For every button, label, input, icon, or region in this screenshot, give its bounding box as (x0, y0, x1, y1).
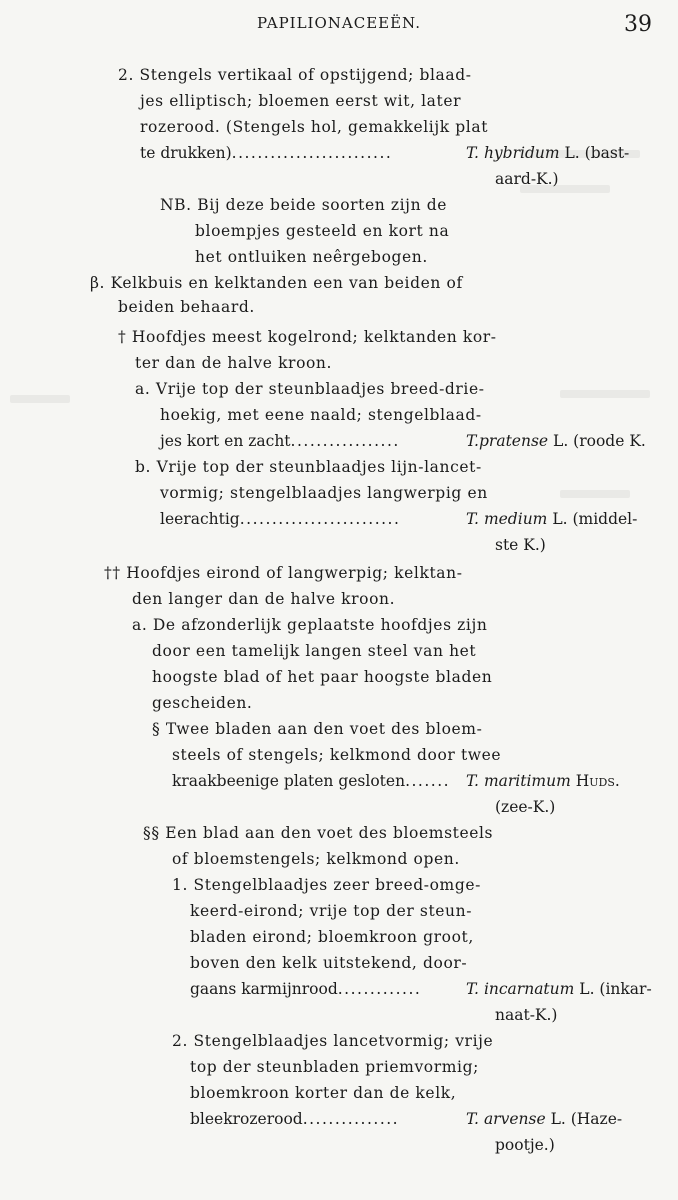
entry-text: leerachtig (160, 510, 240, 528)
genus-abbrev: T. (466, 1110, 479, 1128)
text-line: boven den kelk uitstekend, door- (190, 954, 468, 972)
species-name (466, 1109, 622, 1129)
leader-dots: ......................... (231, 144, 393, 162)
text-line: bloemkroon korter dan de kelk, (190, 1084, 457, 1102)
species-name (466, 771, 620, 791)
species-name (466, 143, 629, 163)
genus-abbrev: T. (466, 980, 479, 998)
key-entry-line (190, 979, 421, 999)
text-line: b. Vrije top der steunblaadjes lijn-lancet- (135, 458, 482, 476)
text-line: § Twee bladen aan den voet des bloem- (152, 720, 483, 738)
species-author: L. (bast- (564, 144, 630, 162)
species-name (466, 979, 652, 999)
text-line: vormig; stengelblaadjes langwerpig en (160, 484, 488, 502)
note-line: bloempjes gesteeld en kort na (195, 222, 450, 240)
key-entry-line (190, 1109, 399, 1129)
entry-text: kraakbeenige platen gesloten (172, 772, 406, 790)
entry-text: bleekrozerood (190, 1110, 303, 1128)
leader-dots: ......................... (239, 510, 401, 528)
text-line: beiden behaard. (118, 298, 255, 316)
text-line: gescheiden. (152, 694, 253, 712)
key-entry-line (160, 431, 400, 451)
species-author: L. (inkar- (579, 980, 652, 998)
text-line: keerd-eirond; vrije top der steun- (190, 902, 473, 920)
page-number: 39 (624, 12, 652, 37)
text-line: hoekig, met eene naald; stengelblaad- (160, 406, 482, 424)
common-name: pootje.) (495, 1136, 555, 1154)
running-header: PAPILIONACEEËN. (257, 14, 421, 32)
text-line: rozerood. (Stengels hol, gemakkelijk plat (140, 118, 489, 136)
note-line: NB. Bij deze beide soorten zijn de (160, 196, 447, 214)
text-line: † Hoofdjes meest kogelrond; kelktanden kor- (118, 328, 497, 346)
species-epithet: medium (483, 510, 548, 528)
species-name (466, 509, 637, 529)
genus-abbrev: T. (466, 144, 479, 162)
text-line: bladen eirond; bloemkroon groot, (190, 928, 474, 946)
common-name: (zee-K.) (495, 798, 556, 816)
text-line: door een tamelijk langen steel van het (152, 642, 477, 660)
bleed-through-mark (560, 490, 630, 498)
genus-abbrev: T. (466, 432, 479, 450)
text-line: steels of stengels; kelkmond door twee (172, 746, 502, 764)
species-epithet: maritimum (483, 772, 571, 790)
species-epithet: incarnatum (483, 980, 575, 998)
key-entry-line (172, 771, 450, 791)
text-line: 2. Stengelblaadjes lancetvormig; vrije (172, 1032, 494, 1050)
species-author: Huds. (575, 772, 620, 790)
species-epithet: arvense (483, 1110, 546, 1128)
leader-dots: ....... (405, 772, 451, 790)
entry-text: gaans karmijnrood (190, 980, 338, 998)
text-line: §§ Een blad aan den voet des bloemsteels (143, 824, 494, 842)
text-line: †† Hoofdjes eirond of langwerpig; kelktan- (104, 564, 463, 582)
entry-text: te drukken) (140, 144, 232, 162)
genus-abbrev: T. (466, 510, 479, 528)
bleed-through-mark (560, 390, 650, 398)
text-line: hoogste blad of het paar hoogste bladen (152, 668, 493, 686)
text-line: β. Kelkbuis en kelktanden een van beiden of (90, 274, 463, 292)
text-line: a. Vrije top der steunblaadjes breed-drie- (135, 380, 485, 398)
text-line: 1. Stengelblaadjes zeer breed-omge- (172, 876, 481, 894)
common-name: naat-K.) (495, 1006, 558, 1024)
text-line: ter dan de halve kroon. (135, 354, 333, 372)
text-line: a. De afzonderlijk geplaatste hoofdjes zijn (132, 616, 488, 634)
leader-dots: ............... (302, 1110, 400, 1128)
note-line: het ontluiken neêrgebogen. (195, 248, 428, 266)
species-epithet: pratense (479, 432, 549, 450)
common-name: aard-K.) (495, 170, 559, 188)
species-author: L. (Haze- (550, 1110, 623, 1128)
key-entry-line (160, 509, 400, 529)
common-name: ste K.) (495, 536, 546, 554)
text-line: of bloemstengels; kelkmond open. (172, 850, 460, 868)
leader-dots: ................. (290, 432, 400, 450)
species-epithet: hybridum (483, 144, 560, 162)
key-entry-line (140, 143, 392, 163)
leader-dots: ............. (337, 980, 422, 998)
text-line: jes elliptisch; bloemen eerst wit, later (140, 92, 462, 110)
species-author: L. (roode K. (553, 432, 646, 450)
bleed-through-mark (10, 395, 70, 403)
species-name (466, 431, 646, 451)
text-line: den langer dan de halve kroon. (132, 590, 396, 608)
genus-abbrev: T. (466, 772, 479, 790)
entry-text: jes kort en zacht (160, 432, 291, 450)
text-line: top der steunbladen priemvormig; (190, 1058, 479, 1076)
text-line: 2. Stengels vertikaal of opstijgend; blaad- (118, 66, 472, 84)
species-author: L. (middel- (552, 510, 638, 528)
